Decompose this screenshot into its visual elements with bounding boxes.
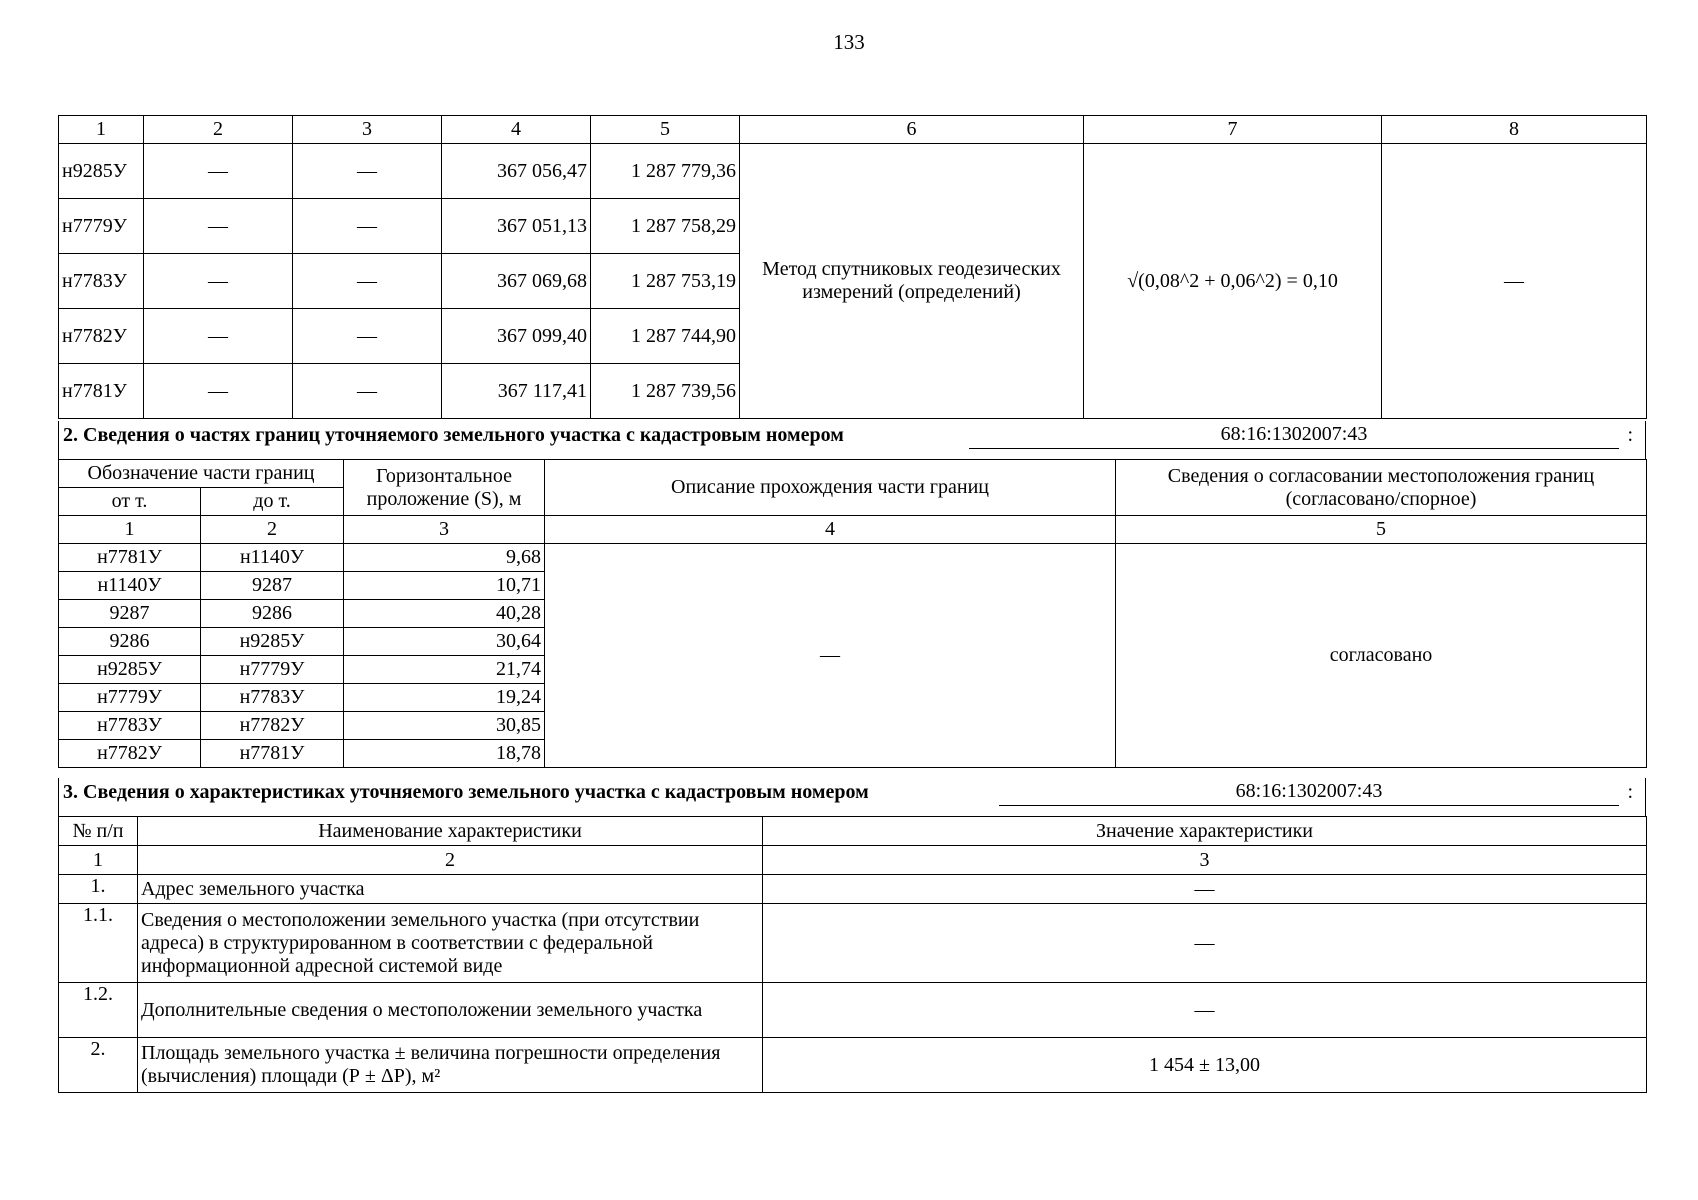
point-name: н7779У — [59, 199, 144, 254]
length: 9,68 — [344, 544, 545, 572]
accuracy-formula: √(0,08^2 + 0,06^2) = 0,10 — [1084, 144, 1382, 419]
method-cell: Метод спутниковых геодезических измерений (определений) — [740, 144, 1084, 419]
length: 30,85 — [344, 712, 545, 740]
row-value: — — [763, 983, 1647, 1038]
point-name: н9285У — [59, 144, 144, 199]
table-number-row — [59, 516, 1647, 544]
coord-x: 367 051,13 — [442, 199, 591, 254]
col-number: 1 — [59, 516, 201, 544]
head-description: Описание прохождения части границ — [545, 460, 1116, 516]
table-row — [59, 875, 1647, 904]
row-name: Площадь земельного участка ± величина погрешности определения (вычисления) площади (Р ± ΔР), м² — [138, 1038, 763, 1093]
length: 21,74 — [344, 656, 545, 684]
cell: — — [144, 144, 293, 199]
description-cell: — — [545, 544, 1116, 768]
section3-title: 3. Сведения о характеристиках уточняемого земельного участка с кадастровым номером — [63, 781, 869, 803]
agreement-cell: согласовано — [1116, 544, 1647, 768]
col-header: 4 — [442, 116, 591, 144]
from-point: 9286 — [59, 628, 201, 656]
page-number: 133 — [833, 30, 865, 54]
col-header: 6 — [740, 116, 1084, 144]
head-to: до т. — [201, 488, 344, 516]
boundary-parts-table — [58, 459, 1647, 768]
to-point: н9285У — [201, 628, 344, 656]
cell: — — [144, 364, 293, 419]
cell: — — [293, 199, 442, 254]
table-header-row — [59, 817, 1647, 846]
head-name: Наименование характеристики — [138, 817, 763, 846]
col-number: 3 — [344, 516, 545, 544]
from-point: н9285У — [59, 656, 201, 684]
col-number: 2 — [138, 846, 763, 875]
cell: — — [293, 144, 442, 199]
length: 10,71 — [344, 572, 545, 600]
row-num: 2. — [59, 1038, 138, 1093]
cell: — — [144, 254, 293, 309]
row-num: 1.2. — [59, 983, 138, 1038]
section2-colon: : — [1627, 424, 1633, 446]
from-point: н7783У — [59, 712, 201, 740]
table-row — [59, 144, 1647, 199]
col-header: 1 — [59, 116, 144, 144]
col-header: 5 — [591, 116, 740, 144]
section2-title-bar — [58, 421, 1646, 459]
head-length: Горизонтальное проложение (S), м — [344, 460, 545, 516]
point-name: н7782У — [59, 309, 144, 364]
length: 30,64 — [344, 628, 545, 656]
coord-y: 1 287 753,19 — [591, 254, 740, 309]
to-point: н1140У — [201, 544, 344, 572]
head-designation: Обозначение части границ — [59, 460, 344, 488]
coord-y: 1 287 744,90 — [591, 309, 740, 364]
characteristics-table — [58, 816, 1647, 1093]
col-number: 1 — [59, 846, 138, 875]
cell: — — [293, 364, 442, 419]
section2-cadastral-number: 68:16:1302007:43 — [969, 423, 1619, 449]
coord-x: 367 056,47 — [442, 144, 591, 199]
col8-cell: — — [1382, 144, 1647, 419]
to-point: н7781У — [201, 740, 344, 768]
coord-y: 1 287 779,36 — [591, 144, 740, 199]
col-number: 2 — [201, 516, 344, 544]
to-point: н7783У — [201, 684, 344, 712]
table-row — [59, 904, 1647, 983]
head-from: от т. — [59, 488, 201, 516]
col-header: 7 — [1084, 116, 1382, 144]
table-header-row — [59, 460, 1647, 488]
row-value: — — [763, 875, 1647, 904]
table-header-row — [59, 116, 1647, 144]
point-name: н7781У — [59, 364, 144, 419]
row-name: Дополнительные сведения о местоположении земельного участка — [138, 983, 763, 1038]
section3-colon: : — [1627, 781, 1633, 803]
from-point: н7782У — [59, 740, 201, 768]
from-point: 9287 — [59, 600, 201, 628]
section3-cadastral-number: 68:16:1302007:43 — [999, 780, 1619, 806]
row-name: Адрес земельного участка — [138, 875, 763, 904]
col-number: 3 — [763, 846, 1647, 875]
coord-x: 367 069,68 — [442, 254, 591, 309]
to-point: 9286 — [201, 600, 344, 628]
table-row — [59, 544, 1647, 572]
to-point: н7782У — [201, 712, 344, 740]
cell: — — [144, 309, 293, 364]
row-num: 1. — [59, 875, 138, 904]
coord-x: 367 117,41 — [442, 364, 591, 419]
row-name: Сведения о местоположении земельного участка (при отсутствии адреса) в структурированном в соответствии с федеральной информационной адресной системой виде — [138, 904, 763, 983]
section2-title: 2. Сведения о частях границ уточняемого земельного участка с кадастровым номером — [63, 424, 844, 446]
point-name: н7783У — [59, 254, 144, 309]
row-value: 1 454 ± 13,00 — [763, 1038, 1647, 1093]
head-num: № п/п — [59, 817, 138, 846]
from-point: н7781У — [59, 544, 201, 572]
length: 19,24 — [344, 684, 545, 712]
from-point: н7779У — [59, 684, 201, 712]
coordinates-table — [58, 115, 1647, 419]
table-row — [59, 983, 1647, 1038]
length: 40,28 — [344, 600, 545, 628]
cell: — — [293, 254, 442, 309]
col-number: 5 — [1116, 516, 1647, 544]
col-header: 8 — [1382, 116, 1647, 144]
to-point: 9287 — [201, 572, 344, 600]
coord-y: 1 287 739,56 — [591, 364, 740, 419]
coord-y: 1 287 758,29 — [591, 199, 740, 254]
head-agreement: Сведения о согласовании местоположения границ (согласовано/спорное) — [1116, 460, 1647, 516]
row-num: 1.1. — [59, 904, 138, 983]
length: 18,78 — [344, 740, 545, 768]
to-point: н7779У — [201, 656, 344, 684]
section3-title-bar — [58, 778, 1646, 816]
table-number-row — [59, 846, 1647, 875]
row-value: — — [763, 904, 1647, 983]
head-value: Значение характеристики — [763, 817, 1647, 846]
cell: — — [293, 309, 442, 364]
from-point: н1140У — [59, 572, 201, 600]
table-row — [59, 1038, 1647, 1093]
cell: — — [144, 199, 293, 254]
col-header: 3 — [293, 116, 442, 144]
col-number: 4 — [545, 516, 1116, 544]
col-header: 2 — [144, 116, 293, 144]
coord-x: 367 099,40 — [442, 309, 591, 364]
